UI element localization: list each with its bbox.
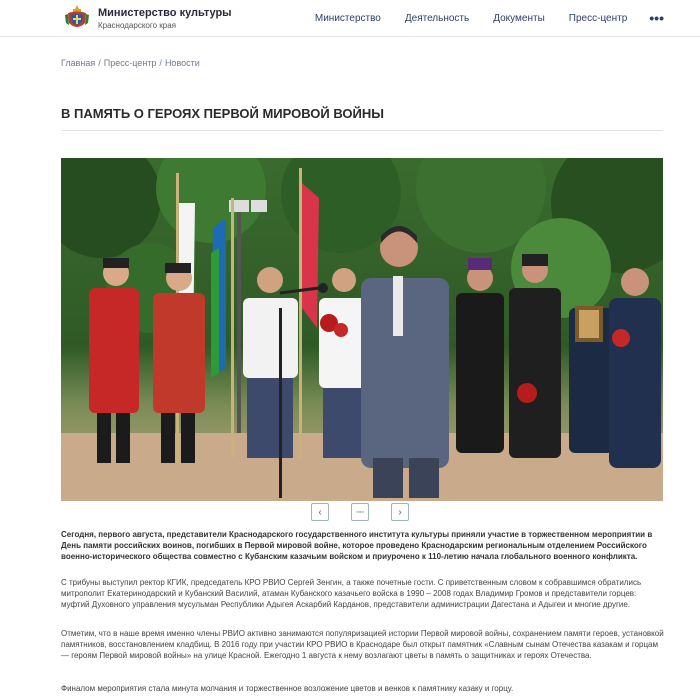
breadcrumb-news[interactable]: Новости: [164, 58, 200, 68]
breadcrumb-press-center[interactable]: Пресс-центр: [103, 58, 157, 68]
gallery-next-button[interactable]: ›: [391, 503, 409, 521]
nav-ministry[interactable]: Министерство: [314, 12, 381, 24]
article-paragraph: Финалом мероприятия стала минута молчания и торжественное возложение цветов и венков к памятнику казаку и горцу.: [61, 684, 514, 693]
gallery-thumbnails-button[interactable]: ▫▫▫: [351, 503, 369, 521]
article-lead: Сегодня, первого августа, представители Краснодарского государственного института культуры приняли участие в торжественном мероприятии в День памяти российских воинов, погибших в Первой мировой войне, которое проведено Краснодарским региональным отделением Российского военно-исторического общества совместно с Кубанским казачьим войском и приурочено к 110-летию начала глобального военного конфликта.: [61, 530, 653, 561]
ministry-name: Министерство культуры: [98, 7, 232, 19]
ministry-region: Краснодарского края: [98, 21, 176, 30]
breadcrumb-separator: /: [98, 58, 101, 68]
article-paragraph: С трибуны выступил ректор КГИК, председатель КРО РВИО Сергей Зенгин, а также почетные гости. С приветственным словом к собравшимся обратились митрополит Екатеринодарский и Кубанский Василий, атаман Кубанского казачьего войска в 1990 – 2008 годах Владимир Громов и представители горцев: муфтий Духовного управления мусульман Республики Адыгея Аскарбий Карданов, представители администрации Дагестана и Адыгеи и многие другие.: [61, 578, 642, 609]
breadcrumb-home[interactable]: Главная: [61, 58, 96, 68]
nav-documents[interactable]: Документы: [493, 12, 545, 24]
breadcrumb-separator: /: [159, 58, 162, 68]
photo-gallery-controls: [311, 503, 409, 521]
breadcrumb: [61, 58, 200, 68]
site-header: [0, 0, 700, 37]
article-photo[interactable]: [61, 158, 663, 501]
more-menu-icon[interactable]: •••: [649, 10, 664, 26]
coat-of-arms-logo[interactable]: [62, 3, 92, 33]
nav-press-center[interactable]: Пресс-центр: [568, 12, 628, 24]
main-nav: [291, 0, 664, 36]
article-paragraph: Отметим, что в наше время именно члены РВИО активно занимаются популяризацией истории Первой мировой войны, сохранением памяти героев, установкой памятников, восстановлением кладбищ. В 2016 году при участии КРО РВИО в Краснодаре был открыт памятник «Славным сынам Отечества казакам и горцам — героям Первой мировой войны» на улице Красной. Ежегодно 1 августа к нему возлагают цветы в память о защитниках и героях Отечества.: [61, 629, 664, 660]
nav-activity[interactable]: Деятельность: [404, 12, 470, 24]
gallery-prev-button[interactable]: ‹: [311, 503, 329, 521]
brand[interactable]: [98, 7, 232, 31]
article-title: В ПАМЯТЬ О ГЕРОЯХ ПЕРВОЙ МИРОВОЙ ВОЙНЫ: [61, 106, 385, 121]
title-divider: [61, 130, 663, 131]
